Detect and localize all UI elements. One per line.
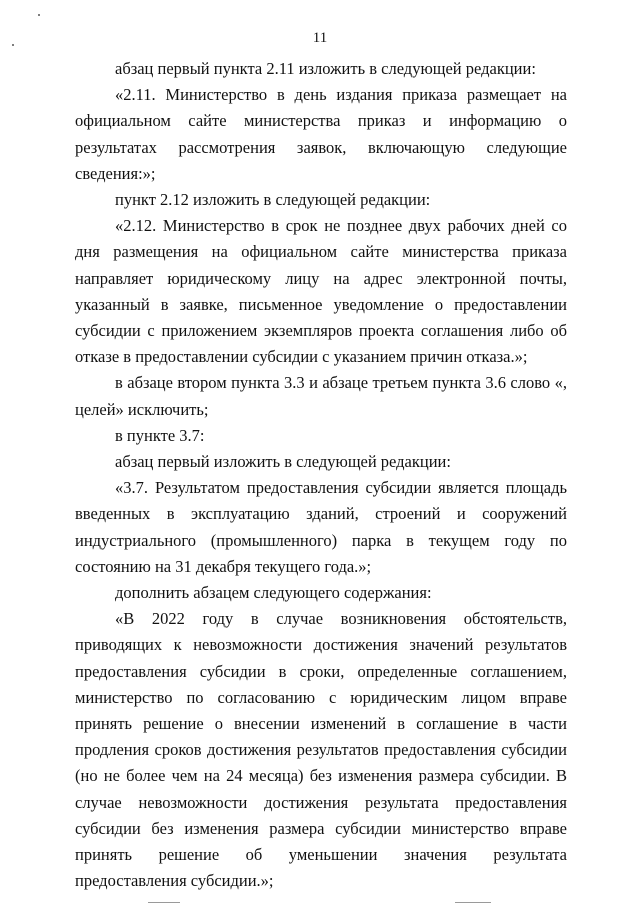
paragraph-7: абзац первый изложить в следующей редакции:: [115, 452, 451, 472]
paragraph-3: пункт 2.12 изложить в следующей редакции:: [115, 190, 431, 210]
document-body: [75, 56, 567, 895]
paragraph-1: абзац первый пункта 2.11 изложить в следующей редакции:: [115, 59, 536, 78]
scan-edge-mark-right: [455, 902, 491, 903]
page-number: 11: [312, 30, 328, 46]
paragraph-8: «3.7. Результатом предоставления субсидии является площадь введенных в эксплуатацию зданий, строений и сооружений индустриального (промышленного) парка в текущем году по состоянию на 31 декабря текущего года.»;: [75, 478, 567, 576]
paragraph-9: дополнить абзацем следующего содержания:: [115, 583, 432, 603]
paragraph-6: в пункте 3.7:: [115, 425, 205, 445]
paragraph-4: «2.12. Министерство в срок не позднее двух рабочих дней со дня размещения на официальном сайте министерства приказа направляет юридическому лицу на адрес электронной почты, указанный в заявке, письменное уведомление о предоставлении субсидии с приложением экземпляров проекта соглашения либо об отказе в предоставлении субсидии с указанием причин отказа.»;: [75, 216, 567, 367]
paragraph-5: в абзаце втором пункта 3.3 и абзаце третьем пункта 3.6 слово «, целей» исключить;: [75, 373, 567, 419]
paragraph-2: «2.11. Министерство в день издания приказа размещает на официальном сайте министерства приказ и информацию о результатах рассмотрения заявок, включающую следующие сведения:»;: [75, 85, 567, 183]
scan-edge-mark-left: [148, 902, 180, 903]
paragraph-10: «В 2022 году в случае возникновения обстоятельств, приводящих к невозможности достижения значений результатов предоставления субсидии в сроки, определенные соглашением, министерство по согласованию с юридическим лицом вправе принять решение о внесении изменений в соглашение в части продления сроков достижения результатов предоставления субсидии (но не более чем на 24 месяца) без изменения размера субсидии. В случае невозможности достижения результата предоставления субсидии без изменения размера субсидии министерство вправе принять решение об уменьшении значения результата предоставления субсидии.»;: [75, 609, 567, 891]
scan-speck-top: [38, 14, 40, 16]
